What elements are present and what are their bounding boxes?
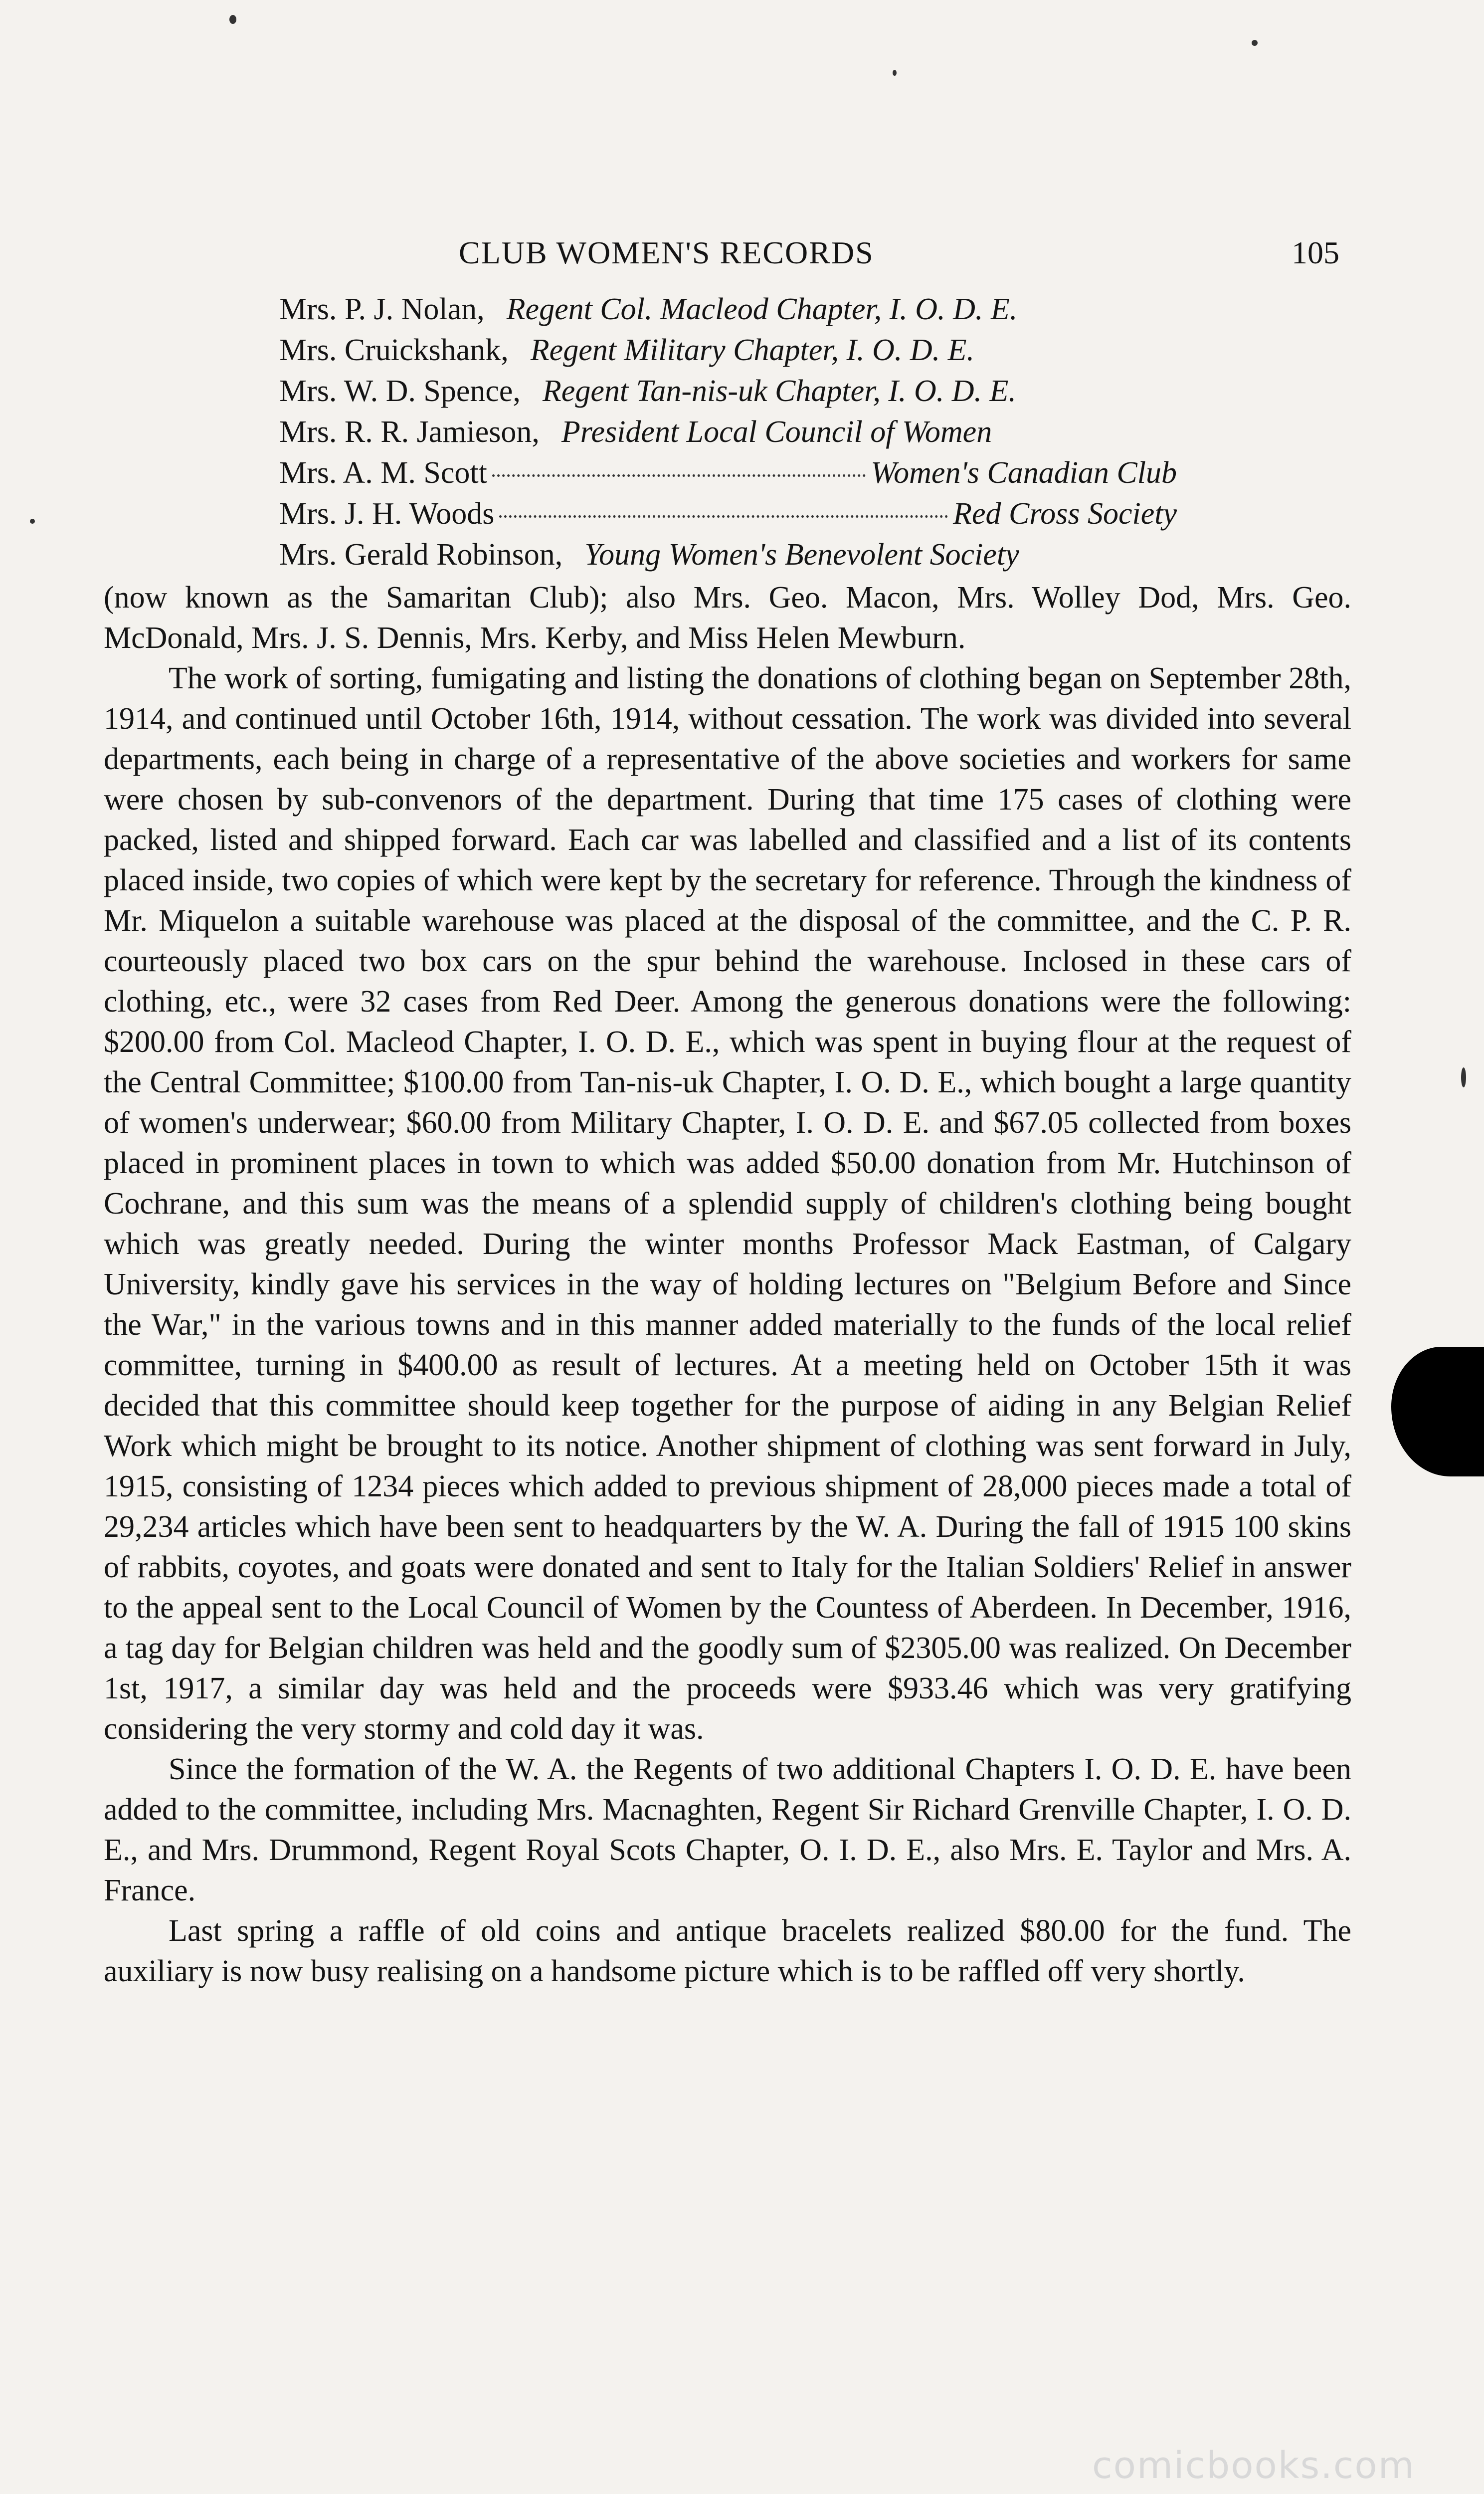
officer-name: Mrs. P. J. Nolan, (279, 292, 485, 326)
paragraph: Last spring a raffle of old coins and antique bracelets realized $80.00 for the fund. The auxiliary is now busy realising on a handsome picture which is to be raffled off very shortly. (104, 1914, 1351, 1988)
officer-name: Mrs. Gerald Robinson, (279, 538, 563, 572)
officer-name: Mrs. W. D. Spence, (279, 374, 521, 408)
officer-organization: Women's Canadian Club (871, 456, 1177, 490)
officer-name: Mrs. R. R. Jamieson, (279, 415, 540, 449)
scan-speck (893, 70, 897, 76)
paragraph: Since the formation of the W. A. the Regents of two additional Chapters I. O. D. E. have been added to the committee, including Mrs. Macnaghten, Regent Sir Richard Grenville Chapter, I. O. D. E., and Mrs. Drummond, Regent Royal Scots Chapter, O. I. D. E., also Mrs. E. Taylor and Mrs. A. France. (104, 1752, 1351, 1907)
scan-speck (1252, 40, 1258, 46)
dot-leader (492, 474, 866, 477)
officer-row (279, 374, 1177, 415)
officer-list (279, 292, 1177, 578)
officer-organization: Young Women's Benevolent Society (584, 538, 1019, 572)
officer-row (279, 537, 1177, 578)
officer-row (279, 415, 1177, 455)
page-number: 105 (1292, 235, 1339, 270)
officer-row (279, 496, 1177, 537)
running-title: CLUB WOMEN'S RECORDS (459, 235, 874, 270)
running-head (0, 234, 1484, 284)
officer-row (279, 333, 1177, 374)
officer-organization: Regent Col. Macleod Chapter, I. O. D. E. (506, 292, 1018, 326)
officer-organization: Regent Military Chapter, I. O. D. E. (530, 333, 975, 367)
officer-organization: President Local Council of Women (561, 415, 992, 449)
scan-speck (1461, 1067, 1466, 1087)
paragraph: The work of sorting, fumigating and listing the donations of clothing began on September 28th, 1914, and continued until October 16th, 1914, without cessation. The work was divided into several departments, each being in charge of a representative of the above societies and workers for same were chosen by sub-convenors of the department. During that time 175 cases of clothing were packed, listed and shipped forward. Each car was labelled and classified and a list of its contents placed inside, two copies of which were kept by the secretary for reference. Through the kindness of Mr. Miquelon a suitable warehouse was placed at the disposal of the committee, and the C. P. R. courteously placed two box cars on the spur behind the warehouse. Inclosed in these cars of clothing, etc., were 32 cases from Red Deer. Among the generous donations were the following: $200.00 from Col. Macleod Chapter, I. O. D. E., which was spent in buying flour at the request of the Central Committee; $100.00 from Tan-nis-uk Chapter, I. O. D. E., which bought a large quantity of women's underwear; $60.00 from Military Chapter, I. O. D. E. and $67.05 collected from boxes placed in prominent places in town to which was added $50.00 donation from Mr. Hutchinson of Cochrane, and this sum was the means of a splendid supply of children's clothing being bought which was greatly needed. During the winter months Professor Mack Eastman, of Calgary University, kindly gave his services in the way of holding lectures on "Belgium Before and Since the War," in the various towns and in this manner added materially to the funds of the local relief committee, turning in $400.00 as result of lectures. At a meeting held on October 15th it was decided that this committee should keep together for the purpose of aiding in any Belgian Relief Work which might be brought to its notice. Another shipment of clothing was sent forward in July, 1915, consisting of 1234 pieces which added to previous shipment of 28,000 pieces made a total of 29,234 articles which have been sent to headquarters by the W. A. During the fall of 1915 100 skins of rabbits, coyotes, and goats were donated and sent to Italy for the Italian Soldiers' Relief in answer to the appeal sent to the Local Council of Women by the Countess of Aberdeen. In December, 1916, a tag day for Belgian children was held and the goodly sum of $2305.00 was realized. On December 1st, 1917, a similar day was held and the proceeds were $933.46 which was very gratifying considering the very stormy and cold day it was. (104, 661, 1351, 1746)
paragraph: (now known as the Samaritan Club); also Mrs. Geo. Macon, Mrs. Wolley Dod, Mrs. Geo. McDonald, Mrs. J. S. Dennis, Mrs. Kerby, and Miss Helen Mewburn. (104, 581, 1351, 655)
ink-blot (1391, 1347, 1484, 1476)
officer-name: Mrs. A. M. Scott (279, 456, 487, 490)
officer-name: Mrs. Cruickshank, (279, 333, 509, 367)
officer-row (279, 455, 1177, 496)
officer-row (279, 292, 1177, 333)
officer-organization: Red Cross Society (953, 497, 1177, 531)
scan-speck (229, 15, 236, 24)
officer-organization: Regent Tan-nis-uk Chapter, I. O. D. E. (542, 374, 1016, 408)
watermark: comicbooks.com (1092, 2444, 1415, 2487)
body-text (104, 578, 1351, 1992)
officer-name: Mrs. J. H. Woods (279, 497, 495, 531)
dot-leader (499, 515, 948, 518)
scan-speck (30, 519, 35, 524)
